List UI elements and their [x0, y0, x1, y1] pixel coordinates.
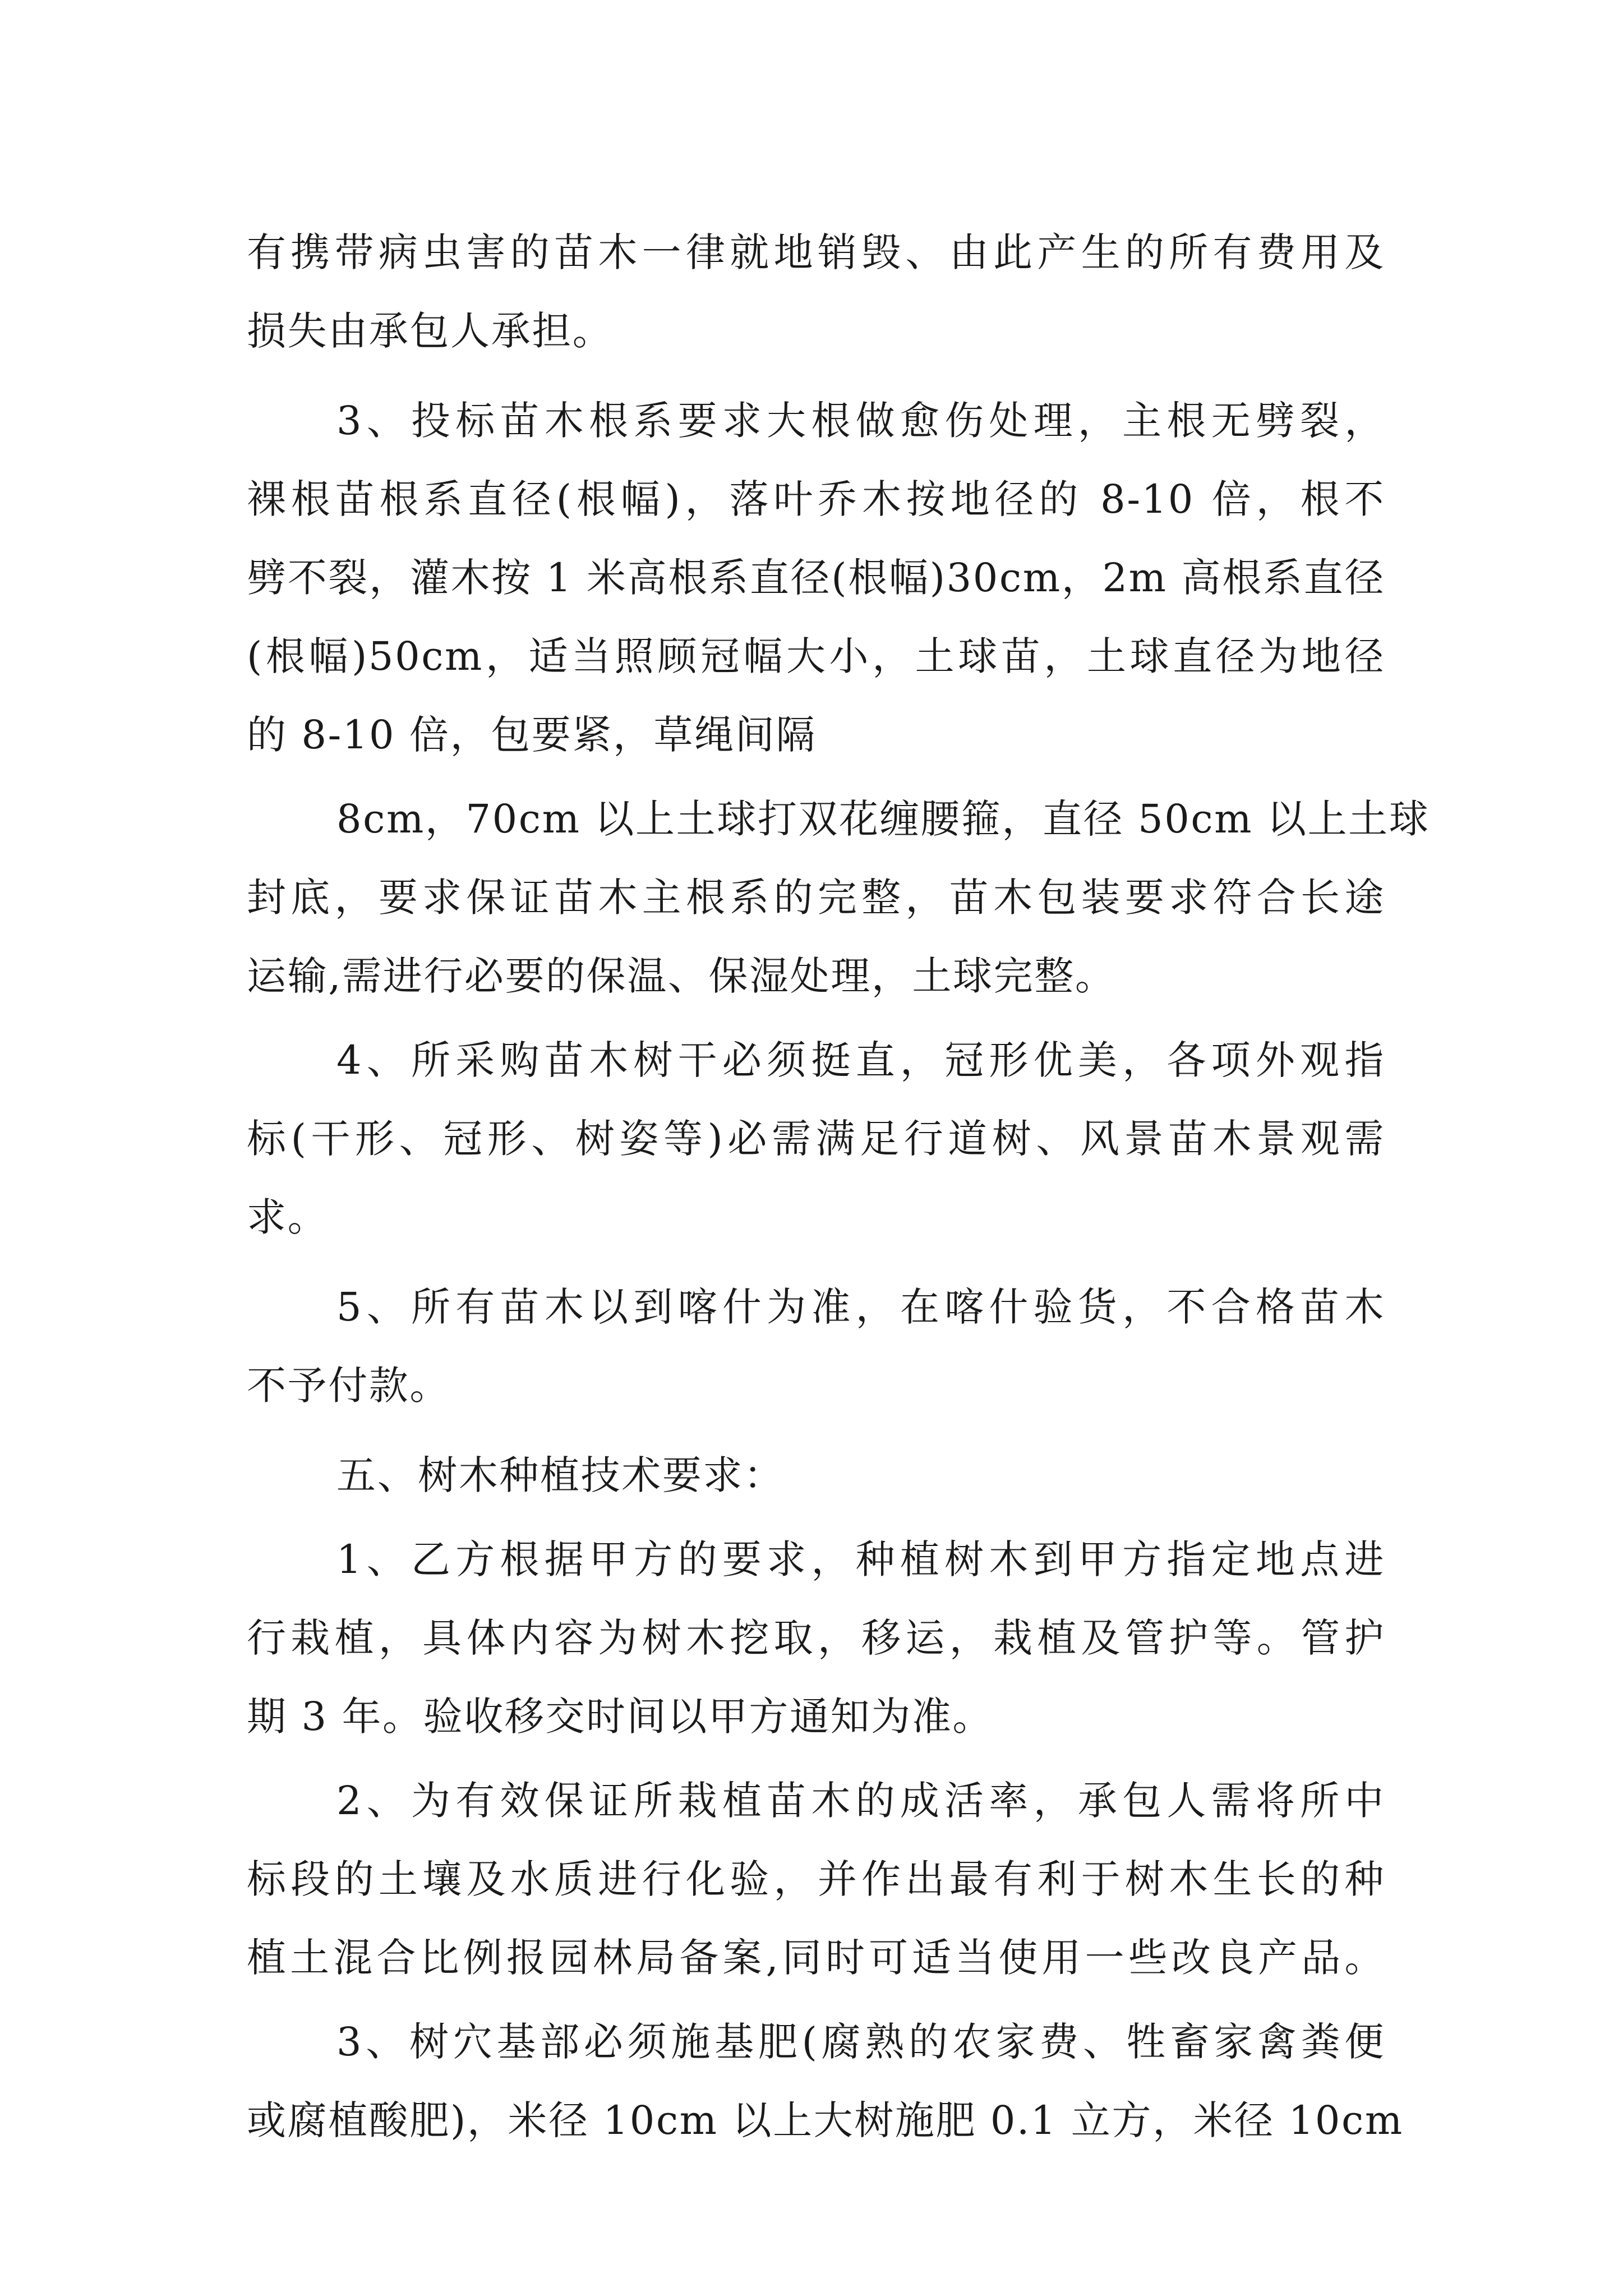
text-line-5: 劈不裂，灌木按 1 米高根系直径(根幅)30cm，2m 高根系直径	[247, 555, 1385, 601]
text-line-7: 的 8-10 倍，包要紧，草绳间隔	[247, 712, 817, 758]
text-line-4: 裸根苗根系直径(根幅)，落叶乔木按地径的 8-10 倍，根不	[247, 476, 1385, 522]
text-line-13: 求。	[247, 1194, 329, 1240]
text-line-10: 运输,需进行必要的保温、保湿处理，土球完整。	[247, 953, 1116, 999]
text-line-11: 4、所采购苗木树干必须挺直，冠形优美，各项外观指	[336, 1037, 1385, 1083]
text-line-22: 植土混合比例报园林局备案,同时可适当使用一些改良产品。	[247, 1935, 1385, 1981]
text-line-12: 标(干形、冠形、树姿等)必需满足行道树、风景苗木景观需	[247, 1116, 1385, 1162]
text-line-3: 3、投标苗木根系要求大根做愈伤处理，主根无劈裂，	[336, 398, 1385, 444]
text-line-9: 封底，要求保证苗木主根系的完整，苗木包装要求符合长途	[247, 875, 1385, 921]
text-line-23: 3、树穴基部必须施基肥(腐熟的农家费、牲畜家禽粪便	[336, 2019, 1385, 2065]
text-line-6: (根幅)50cm，适当照顾冠幅大小，土球苗，土球直径为地径	[247, 633, 1385, 679]
text-line-17: 1、乙方根据甲方的要求，种植树木到甲方指定地点进	[336, 1536, 1385, 1582]
text-line-8: 8cm，70cm 以上土球打双花缠腰箍，直径 50cm 以上土球	[336, 796, 1430, 842]
text-line-19: 期 3 年。验收移交时间以甲方通知为准。	[247, 1694, 994, 1740]
text-line-21: 标段的土壤及水质进行化验，并作出最有利于树木生长的种	[247, 1856, 1385, 1902]
text-line-24: 或腐植酸肥)，米径 10cm 以上大树施肥 0.1 立方，米径 10cm	[247, 2097, 1404, 2143]
text-line-2: 损失由承包人承担。	[247, 308, 614, 354]
text-line-15: 不予付款。	[247, 1363, 450, 1409]
text-line-18: 行栽植，具体内容为树木挖取，移运，栽植及管护等。管护	[247, 1615, 1385, 1661]
section-heading-5: 五、树木种植技术要求：	[336, 1452, 785, 1498]
text-line-1: 有携带病虫害的苗木一律就地销毁、由此产生的所有费用及	[247, 229, 1385, 275]
text-line-14: 5、所有苗木以到喀什为准，在喀什验货，不合格苗木	[336, 1284, 1385, 1330]
text-line-20: 2、为有效保证所栽植苗木的成活率，承包人需将所中	[336, 1778, 1385, 1824]
